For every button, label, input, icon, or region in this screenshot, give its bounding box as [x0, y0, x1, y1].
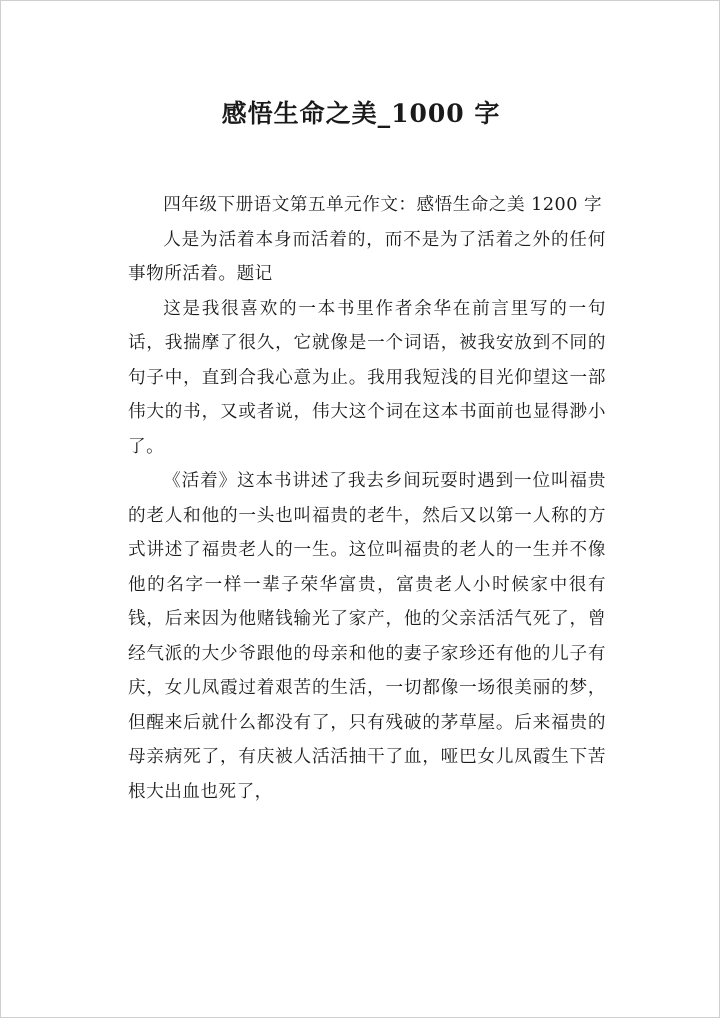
document-body — [128, 188, 606, 809]
paragraph: 人是为活着本身而活着的，而不是为了活着之外的任何事物所活着。题记 — [128, 229, 606, 284]
paragraph: 《活着》这本书讲述了我去乡间玩耍时遇到一位叫福贵的老人和他的一头也叫福贵的老牛，然后又以第一人称的方式讲述了福贵老人的一生。这位叫福贵的老人的一生并不像他的名字一样一辈子荣华富贵，富贵老人小时候家中很有钱，后来因为他赌钱输光了家产，他的父亲活活气死了，曾经气派的大少爷跟他的母亲和他的妻子家珍还有他的儿子有庆，女儿凤霞过着艰苦的生活，一切都像一场很美丽的梦，但醒来后就什么都没有了，只有残破的茅草屋。后来福贵的母亲病死了，有庆被人活活抽干了血，哑巴女儿凤霞生下苦根大出血也死了， — [128, 471, 606, 802]
paragraph: 这是我很喜欢的一本书里作者余华在前言里写的一句话，我揣摩了很久，它就像是一个词语，被我安放到不同的句子中，直到合我心意为止。我用我短浅的目光仰望这一部伟大的书，又或者说，伟大这个词在这本书面前也显得渺小了。 — [128, 298, 606, 457]
document-title: 感悟生命之美_1000 字 — [221, 99, 501, 128]
paragraph: 四年级下册语文第五单元作文：感悟生命之美 1200 字 — [163, 195, 603, 215]
